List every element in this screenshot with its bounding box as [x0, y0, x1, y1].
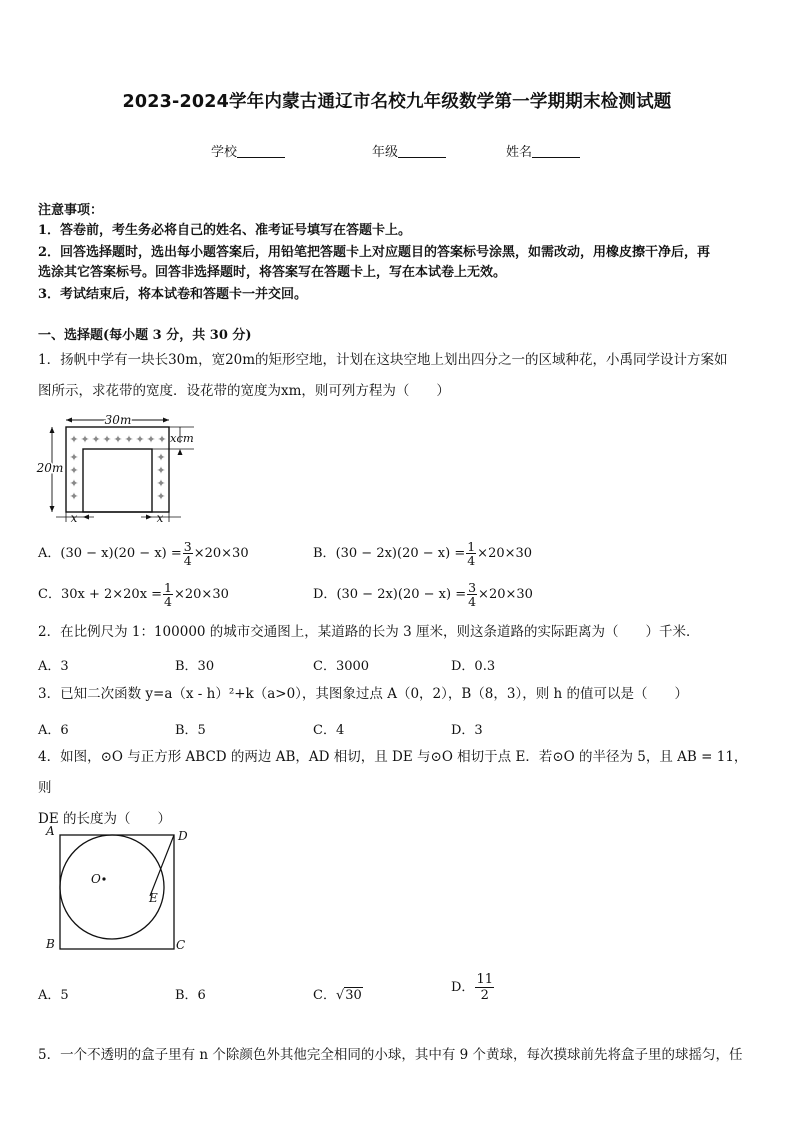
option-lhs: (30 − 2x)(20 − x) =: [335, 546, 466, 561]
q4-option-c[interactable]: [313, 984, 363, 1003]
label-e: E: [149, 891, 158, 905]
option-rhs: ×20×30: [478, 587, 533, 602]
fraction: $\frac{1}{4}$: [467, 539, 476, 568]
option-lhs: (30 − 2x)(20 − x) =: [336, 587, 467, 602]
fig-label-bl: x: [70, 511, 78, 524]
fig-label-br: x: [156, 511, 164, 524]
section-heading: 一、选择题(每小题 3 分，共 30 分): [38, 328, 252, 343]
name-label: 姓名: [506, 145, 533, 160]
option-lhs: 30x + 2×20x =: [60, 587, 163, 602]
notice-item: 1．答卷前，考生务必将自己的姓名、准考证号填写在答题卡上。: [38, 223, 412, 238]
page-title: 2023-2024学年内蒙古通辽市名校九年级数学第一学期期末检测试题: [122, 92, 672, 112]
grade-field: [372, 141, 446, 160]
svg-text:✦: ✦: [156, 477, 166, 490]
q3-option-d[interactable]: D．3: [451, 723, 483, 738]
q1-option-c[interactable]: [38, 581, 229, 608]
svg-text:✦: ✦: [157, 433, 167, 446]
school-field: [211, 141, 285, 160]
q5-text: 5．一个不透明的盒子里有 n 个除颜色外其他完全相同的小球，其中有 9 个黄球，每次摸球前先将盒子里的球摇匀，任: [38, 1047, 743, 1063]
label-o: O: [91, 872, 101, 886]
fig-label-side: 20m: [36, 461, 64, 475]
q4-option-b[interactable]: B．6: [175, 988, 206, 1003]
svg-text:✦: ✦: [91, 433, 101, 446]
q3-text: 3．已知二次函数 y=a（x - h）²+k（a>0），其图象过点 A（0，2），B（8，3），则 h 的值可以是（ ）: [38, 686, 689, 702]
svg-text:✦: ✦: [135, 433, 145, 446]
q2-option-a[interactable]: A．3: [38, 659, 69, 674]
svg-text:✦: ✦: [146, 433, 156, 446]
q3-option-c[interactable]: C．4: [313, 723, 345, 738]
q4-line2: DE 的长度为（ ）: [38, 811, 171, 827]
grade-blank[interactable]: [398, 145, 446, 158]
name-blank[interactable]: [532, 145, 580, 158]
q1-option-b[interactable]: [313, 540, 532, 567]
svg-text:✦: ✦: [80, 433, 90, 446]
svg-text:✦: ✦: [124, 433, 134, 446]
q1-option-a[interactable]: [38, 540, 249, 567]
option-rhs: ×20×30: [174, 587, 229, 602]
q1-figure: [36, 412, 196, 524]
fraction: $\frac{11}{2}$: [476, 972, 493, 1003]
label-c: C: [176, 938, 186, 952]
circle-o: [60, 835, 164, 939]
option-label: D．: [451, 980, 475, 995]
q3-option-b[interactable]: B．5: [175, 723, 206, 738]
grade-label: 年级: [372, 145, 399, 160]
fig-label-top: 30m: [104, 413, 132, 427]
q1-line1: 1．扬帆中学有一块长30m，宽20m的矩形空地，计划在这块空地上划出四分之一的区域种花，小禹同学设计方案如: [38, 352, 728, 368]
q1-line2: 图所示，求花带的宽度．设花带的宽度为xm，则可列方程为（ ）: [38, 383, 450, 399]
q4-figure: [40, 822, 200, 957]
svg-text:✦: ✦: [156, 464, 166, 477]
school-blank[interactable]: [237, 145, 285, 158]
option-label: A．: [38, 546, 61, 561]
q2-option-b[interactable]: B．30: [175, 659, 215, 674]
fraction: $\frac{3}{4}$: [468, 580, 477, 609]
name-field: [506, 141, 580, 160]
option-rhs: ×20×30: [193, 546, 249, 561]
option-rhs: ×20×30: [477, 546, 533, 561]
svg-text:✦: ✦: [156, 490, 166, 503]
notice-item: 3．考试结束后，将本试卷和答题卡一并交回。: [38, 287, 308, 302]
q3-option-a[interactable]: A．6: [38, 723, 69, 738]
fig-label-right: xcm: [170, 431, 194, 445]
notice-heading: 注意事项：: [38, 203, 104, 218]
tangent-de: [150, 835, 174, 896]
q2-option-c[interactable]: C．3000: [313, 659, 370, 674]
svg-text:✦: ✦: [69, 490, 79, 503]
q2-text: 2．在比例尺为 1：100000 的城市交通图上，某道路的长为 3 厘米，则这条道路的实际距离为（ ）千米．: [38, 624, 700, 640]
sqrt-expression: √30: [335, 988, 362, 1003]
label-d: D: [178, 829, 188, 843]
svg-text:✦: ✦: [69, 477, 79, 490]
q4-option-a[interactable]: A．5: [38, 988, 69, 1003]
center-point: [102, 877, 105, 880]
label-b: B: [46, 937, 55, 951]
inner-rect: [83, 449, 152, 512]
q1-option-d[interactable]: [313, 581, 533, 608]
school-label: 学校: [211, 145, 238, 160]
notice-item: 选涂其它答案标号。回答非选择题时，将答案写在答题卡上，写在本试卷上无效。: [38, 265, 507, 280]
fraction: $\frac{1}{4}$: [164, 580, 172, 609]
fraction: $\frac{3}{4}$: [183, 539, 192, 568]
svg-text:✦: ✦: [69, 451, 79, 464]
svg-text:✦: ✦: [102, 433, 112, 446]
q2-option-d[interactable]: D．0.3: [451, 659, 496, 674]
notice-item: 2．回答选择题时，选出每小题答案后，用铅笔把答题卡上对应题目的答案标号涂黑，如需改动，用橡皮擦干净后，再: [38, 245, 711, 260]
option-label: C．: [38, 587, 61, 602]
q4-line1: 4．如图，⊙O 与正方形 ABCD 的两边 AB，AD 相切，且 DE 与⊙O 相切于点 E．若⊙O 的半径为 5，且 AB = 11，则: [38, 749, 748, 796]
q4-option-d[interactable]: [451, 972, 495, 1003]
svg-text:✦: ✦: [156, 451, 166, 464]
option-label: D．: [313, 587, 337, 602]
option-label: B．: [313, 546, 336, 561]
option-lhs: (30 − x)(20 − x) =: [60, 546, 182, 561]
svg-text:✦: ✦: [113, 433, 123, 446]
svg-text:✦: ✦: [69, 433, 79, 446]
option-label: C．: [313, 988, 336, 1003]
q1-text: [38, 345, 758, 407]
label-a: A: [46, 824, 55, 838]
svg-text:✦: ✦: [69, 464, 79, 477]
